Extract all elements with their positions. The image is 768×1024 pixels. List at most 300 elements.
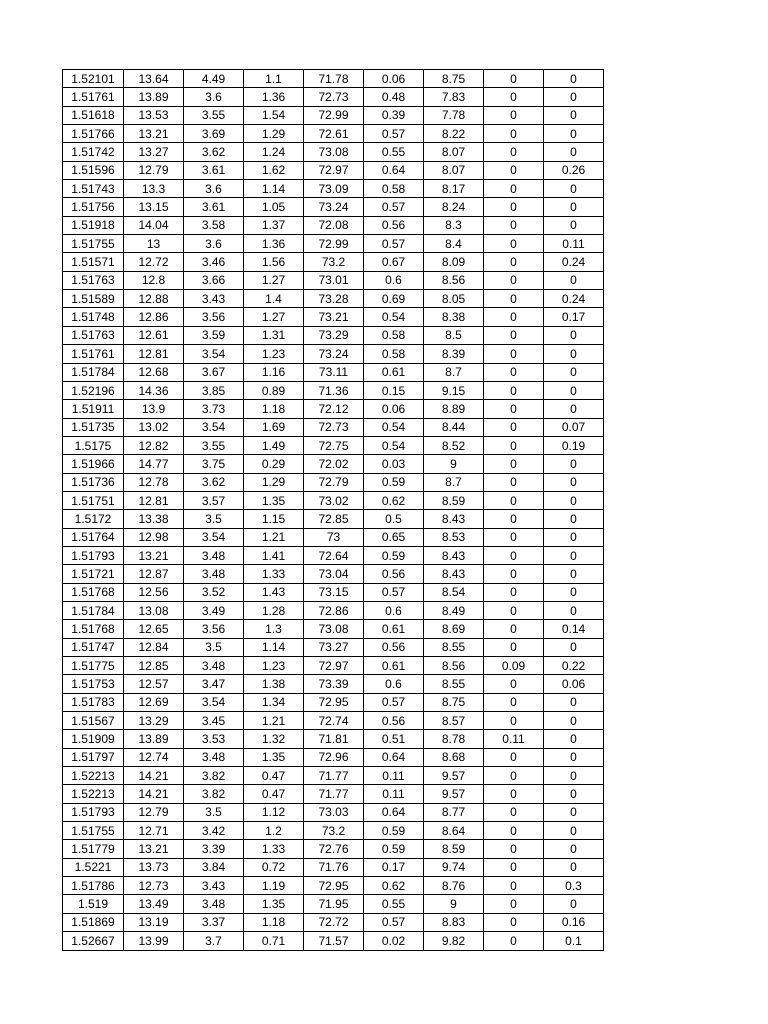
- table-cell: 3.75: [184, 455, 244, 473]
- table-cell: 0.11: [364, 767, 424, 785]
- table-cell: 3.54: [184, 528, 244, 546]
- table-cell: 73: [304, 528, 364, 546]
- table-cell: 0.54: [364, 308, 424, 326]
- table-cell: 0.72: [244, 858, 304, 876]
- table-cell: 73.03: [304, 803, 364, 821]
- table-cell: 1.51783: [63, 693, 124, 711]
- table-cell: 1.35: [244, 895, 304, 913]
- table-cell: 3.43: [184, 290, 244, 308]
- table-cell: 1.62: [244, 161, 304, 179]
- table-cell: 8.57: [424, 712, 484, 730]
- table-cell: 0.61: [364, 620, 424, 638]
- table-cell: 1.51735: [63, 418, 124, 436]
- table-cell: 0.56: [364, 712, 424, 730]
- table-cell: 8.7: [424, 363, 484, 381]
- table-cell: 1.51755: [63, 235, 124, 253]
- table-cell: 1.05: [244, 198, 304, 216]
- table-cell: 1.51797: [63, 748, 124, 766]
- table-cell: 0.56: [364, 638, 424, 656]
- table-row: [63, 858, 604, 876]
- table-cell: 7.78: [424, 106, 484, 124]
- table-cell: 8.76: [424, 877, 484, 895]
- table-row: [63, 125, 604, 143]
- table-cell: 3.61: [184, 198, 244, 216]
- table-cell: 1.51571: [63, 253, 124, 271]
- table-cell: 3.47: [184, 675, 244, 693]
- table-cell: 0.71: [244, 932, 304, 950]
- table-cell: 12.68: [124, 363, 184, 381]
- table-cell: 1.51779: [63, 840, 124, 858]
- table-cell: 0: [484, 180, 544, 198]
- table-cell: 3.48: [184, 895, 244, 913]
- table-cell: 3.6: [184, 180, 244, 198]
- table-cell: 0: [484, 345, 544, 363]
- table-cell: 0: [544, 803, 604, 821]
- table-cell: 3.67: [184, 363, 244, 381]
- table-cell: 73.15: [304, 583, 364, 601]
- table-cell: 0: [544, 565, 604, 583]
- table-cell: 8.07: [424, 143, 484, 161]
- table-cell: 71.57: [304, 932, 364, 950]
- table-cell: 3.56: [184, 308, 244, 326]
- table-cell: 1.51909: [63, 730, 124, 748]
- table-cell: 13.21: [124, 125, 184, 143]
- table-cell: 3.84: [184, 858, 244, 876]
- table-cell: 12.78: [124, 473, 184, 491]
- table-row: [63, 932, 604, 950]
- table-cell: 72.79: [304, 473, 364, 491]
- table-cell: 1.51763: [63, 326, 124, 344]
- table-cell: 1.52196: [63, 381, 124, 399]
- table-cell: 0: [484, 290, 544, 308]
- table-cell: 1.51793: [63, 546, 124, 564]
- table-row: [63, 712, 604, 730]
- table-row: [63, 583, 604, 601]
- table-cell: 1.16: [244, 363, 304, 381]
- table-cell: 0.58: [364, 326, 424, 344]
- table-cell: 3.45: [184, 712, 244, 730]
- table-cell: 3.7: [184, 932, 244, 950]
- table-cell: 1.51596: [63, 161, 124, 179]
- table-cell: 0.6: [364, 601, 424, 619]
- table-cell: 0: [484, 400, 544, 418]
- table-cell: 0.61: [364, 657, 424, 675]
- table-cell: 3.57: [184, 491, 244, 509]
- table-cell: 1.519: [63, 895, 124, 913]
- table-cell: 1.52667: [63, 932, 124, 950]
- table-row: [63, 235, 604, 253]
- table-cell: 1.15: [244, 510, 304, 528]
- table-cell: 0.02: [364, 932, 424, 950]
- table-cell: 13.64: [124, 70, 184, 88]
- table-cell: 3.37: [184, 913, 244, 931]
- table-cell: 1.51768: [63, 583, 124, 601]
- table-row: [63, 70, 604, 88]
- table-cell: 8.75: [424, 70, 484, 88]
- table-cell: 0.1: [544, 932, 604, 950]
- table-cell: 0: [544, 70, 604, 88]
- table-cell: 3.43: [184, 877, 244, 895]
- table-cell: 0: [484, 161, 544, 179]
- table-cell: 0: [484, 326, 544, 344]
- table-cell: 0: [484, 693, 544, 711]
- table-row: [63, 510, 604, 528]
- table-cell: 8.22: [424, 125, 484, 143]
- table-cell: 13.21: [124, 840, 184, 858]
- table-cell: 8.24: [424, 198, 484, 216]
- table-row: [63, 620, 604, 638]
- table-row: [63, 913, 604, 931]
- table-cell: 8.54: [424, 583, 484, 601]
- table-cell: 0.48: [364, 88, 424, 106]
- table-cell: 0: [484, 913, 544, 931]
- table-cell: 1.51753: [63, 675, 124, 693]
- table-cell: 72.75: [304, 436, 364, 454]
- table-cell: 0.67: [364, 253, 424, 271]
- table-cell: 0: [484, 932, 544, 950]
- table-row: [63, 326, 604, 344]
- table-cell: 0.58: [364, 345, 424, 363]
- table-cell: 0.57: [364, 125, 424, 143]
- table-cell: 0.24: [544, 253, 604, 271]
- table-cell: 1.36: [244, 88, 304, 106]
- table-cell: 8.75: [424, 693, 484, 711]
- table-cell: 8.77: [424, 803, 484, 821]
- table-cell: 73.08: [304, 620, 364, 638]
- table-cell: 0: [544, 730, 604, 748]
- table-row: [63, 400, 604, 418]
- table-row: [63, 748, 604, 766]
- table-cell: 0: [544, 858, 604, 876]
- table-row: [63, 253, 604, 271]
- table-cell: 3.48: [184, 546, 244, 564]
- table-cell: 0: [544, 510, 604, 528]
- table-cell: 1.51751: [63, 491, 124, 509]
- table-cell: 1.5175: [63, 436, 124, 454]
- table-cell: 1.51775: [63, 657, 124, 675]
- table-cell: 0.47: [244, 785, 304, 803]
- table-cell: 1.51748: [63, 308, 124, 326]
- table-cell: 8.43: [424, 510, 484, 528]
- table-cell: 0.5: [364, 510, 424, 528]
- table-cell: 3.48: [184, 657, 244, 675]
- table-cell: 1.27: [244, 271, 304, 289]
- table-cell: 73.24: [304, 345, 364, 363]
- table-cell: 1.36: [244, 235, 304, 253]
- table-cell: 1.54: [244, 106, 304, 124]
- table-row: [63, 180, 604, 198]
- table-cell: 1.51793: [63, 803, 124, 821]
- table-cell: 8.05: [424, 290, 484, 308]
- table-cell: 0.55: [364, 895, 424, 913]
- table-cell: 1.34: [244, 693, 304, 711]
- table-cell: 13.21: [124, 546, 184, 564]
- table-cell: 8.89: [424, 400, 484, 418]
- table-cell: 0.64: [364, 748, 424, 766]
- table-cell: 8.64: [424, 822, 484, 840]
- table-cell: 3.52: [184, 583, 244, 601]
- table-cell: 1.51869: [63, 913, 124, 931]
- table-cell: 73.11: [304, 363, 364, 381]
- table-cell: 8.43: [424, 546, 484, 564]
- table-row: [63, 693, 604, 711]
- table-cell: 12.61: [124, 326, 184, 344]
- table-cell: 12.73: [124, 877, 184, 895]
- table-cell: 1.12: [244, 803, 304, 821]
- table-cell: 0: [484, 675, 544, 693]
- table-cell: 0.64: [364, 161, 424, 179]
- table-row: [63, 106, 604, 124]
- table-cell: 0: [544, 712, 604, 730]
- table-cell: 0.47: [244, 767, 304, 785]
- table-cell: 1.51768: [63, 620, 124, 638]
- table-row: [63, 308, 604, 326]
- table-cell: 1.21: [244, 528, 304, 546]
- table-cell: 9.82: [424, 932, 484, 950]
- table-cell: 0.57: [364, 235, 424, 253]
- table-cell: 0.14: [544, 620, 604, 638]
- table-cell: 8.59: [424, 491, 484, 509]
- table-cell: 3.54: [184, 418, 244, 436]
- table-cell: 0.03: [364, 455, 424, 473]
- table-cell: 72.74: [304, 712, 364, 730]
- table-cell: 73.2: [304, 822, 364, 840]
- table-cell: 0: [544, 143, 604, 161]
- table-cell: 1.2: [244, 822, 304, 840]
- table-cell: 13.89: [124, 730, 184, 748]
- table-cell: 72.97: [304, 161, 364, 179]
- table-cell: 0.6: [364, 271, 424, 289]
- table-cell: 71.78: [304, 70, 364, 88]
- table-cell: 1.37: [244, 216, 304, 234]
- table-cell: 0.62: [364, 491, 424, 509]
- table-cell: 3.58: [184, 216, 244, 234]
- table-cell: 72.85: [304, 510, 364, 528]
- table-row: [63, 657, 604, 675]
- table-cell: 0.57: [364, 198, 424, 216]
- table-row: [63, 546, 604, 564]
- table-cell: 0.39: [364, 106, 424, 124]
- table-cell: 12.71: [124, 822, 184, 840]
- table-cell: 0.56: [364, 565, 424, 583]
- table-cell: 0: [544, 106, 604, 124]
- table-cell: 0: [484, 601, 544, 619]
- table-cell: 0: [544, 583, 604, 601]
- table-cell: 0.64: [364, 803, 424, 821]
- table-cell: 0: [484, 767, 544, 785]
- table-row: [63, 161, 604, 179]
- table-cell: 1.32: [244, 730, 304, 748]
- table-cell: 13.3: [124, 180, 184, 198]
- table-cell: 1.43: [244, 583, 304, 601]
- table-cell: 13.73: [124, 858, 184, 876]
- table-cell: 12.86: [124, 308, 184, 326]
- table-cell: 0: [484, 822, 544, 840]
- table-cell: 72.97: [304, 657, 364, 675]
- table-cell: 72.73: [304, 88, 364, 106]
- table-cell: 8.44: [424, 418, 484, 436]
- table-cell: 0.07: [544, 418, 604, 436]
- table-cell: 1.31: [244, 326, 304, 344]
- table-cell: 13.19: [124, 913, 184, 931]
- table-cell: 72.99: [304, 235, 364, 253]
- table-cell: 0: [544, 840, 604, 858]
- table-cell: 1.51784: [63, 363, 124, 381]
- table-cell: 0: [544, 491, 604, 509]
- table-cell: 8.53: [424, 528, 484, 546]
- table-cell: 12.79: [124, 161, 184, 179]
- table-cell: 1.41: [244, 546, 304, 564]
- table-cell: 8.59: [424, 840, 484, 858]
- table-cell: 0.55: [364, 143, 424, 161]
- table-cell: 12.81: [124, 491, 184, 509]
- table-cell: 0: [484, 363, 544, 381]
- table-cell: 72.95: [304, 693, 364, 711]
- table-cell: 0: [544, 216, 604, 234]
- table-cell: 1.52213: [63, 767, 124, 785]
- table-cell: 8.68: [424, 748, 484, 766]
- table-cell: 12.82: [124, 436, 184, 454]
- table-row: [63, 785, 604, 803]
- table-cell: 1.51742: [63, 143, 124, 161]
- table-cell: 0.59: [364, 822, 424, 840]
- table-cell: 1.51756: [63, 198, 124, 216]
- table-cell: 0.59: [364, 840, 424, 858]
- table-cell: 12.69: [124, 693, 184, 711]
- table-cell: 0.89: [244, 381, 304, 399]
- table-cell: 4.49: [184, 70, 244, 88]
- table-cell: 73.27: [304, 638, 364, 656]
- table-cell: 8.56: [424, 657, 484, 675]
- table-row: [63, 455, 604, 473]
- table-cell: 1.19: [244, 877, 304, 895]
- table-cell: 0.57: [364, 583, 424, 601]
- table-cell: 0.11: [544, 235, 604, 253]
- table-row: [63, 345, 604, 363]
- table-cell: 0: [484, 877, 544, 895]
- table-row: [63, 565, 604, 583]
- table-cell: 1.51743: [63, 180, 124, 198]
- table-cell: 0: [484, 840, 544, 858]
- table-row: [63, 601, 604, 619]
- table-cell: 72.86: [304, 601, 364, 619]
- table-cell: 1.51567: [63, 712, 124, 730]
- table-cell: 0: [484, 143, 544, 161]
- table-cell: 8.4: [424, 235, 484, 253]
- table-cell: 1.33: [244, 565, 304, 583]
- table-cell: 13.99: [124, 932, 184, 950]
- table-cell: 0.59: [364, 546, 424, 564]
- table-cell: 0.59: [364, 473, 424, 491]
- table-cell: 1.52101: [63, 70, 124, 88]
- table-cell: 1.56: [244, 253, 304, 271]
- table-cell: 0: [484, 88, 544, 106]
- table-cell: 1.51761: [63, 88, 124, 106]
- table-row: [63, 216, 604, 234]
- table-cell: 0: [544, 785, 604, 803]
- table-cell: 8.17: [424, 180, 484, 198]
- table-cell: 3.69: [184, 125, 244, 143]
- table-cell: 0: [484, 308, 544, 326]
- table-cell: 8.7: [424, 473, 484, 491]
- table-cell: 8.43: [424, 565, 484, 583]
- table-cell: 0: [544, 381, 604, 399]
- table-cell: 0.16: [544, 913, 604, 931]
- table-cell: 0: [544, 767, 604, 785]
- table-cell: 1.14: [244, 180, 304, 198]
- table-cell: 72.08: [304, 216, 364, 234]
- table-cell: 73.04: [304, 565, 364, 583]
- table-cell: 9.74: [424, 858, 484, 876]
- table-cell: 8.83: [424, 913, 484, 931]
- table-cell: 7.83: [424, 88, 484, 106]
- table-cell: 0.17: [364, 858, 424, 876]
- table-cell: 1.51966: [63, 455, 124, 473]
- table-cell: 1.5221: [63, 858, 124, 876]
- table-cell: 0.19: [544, 436, 604, 454]
- table-cell: 1.52213: [63, 785, 124, 803]
- table-cell: 1.51764: [63, 528, 124, 546]
- table-cell: 72.96: [304, 748, 364, 766]
- table-cell: 0: [484, 895, 544, 913]
- table-cell: 72.64: [304, 546, 364, 564]
- table-row: [63, 840, 604, 858]
- spreadsheet-page: [62, 69, 604, 951]
- table-cell: 14.04: [124, 216, 184, 234]
- table-cell: 0: [544, 822, 604, 840]
- table-cell: 13.89: [124, 88, 184, 106]
- table-cell: 0.11: [364, 785, 424, 803]
- table-cell: 0: [544, 400, 604, 418]
- table-cell: 0: [484, 620, 544, 638]
- table-cell: 0: [484, 528, 544, 546]
- table-cell: 3.55: [184, 436, 244, 454]
- table-cell: 8.39: [424, 345, 484, 363]
- table-cell: 13.02: [124, 418, 184, 436]
- table-cell: 1.29: [244, 125, 304, 143]
- table-row: [63, 675, 604, 693]
- table-cell: 1.69: [244, 418, 304, 436]
- table-cell: 1.51911: [63, 400, 124, 418]
- table-cell: 1.51784: [63, 601, 124, 619]
- table-cell: 0: [544, 125, 604, 143]
- table-cell: 13.08: [124, 601, 184, 619]
- table-cell: 72.99: [304, 106, 364, 124]
- table-cell: 72.72: [304, 913, 364, 931]
- table-cell: 0.3: [544, 877, 604, 895]
- table-cell: 1.29: [244, 473, 304, 491]
- table-cell: 0: [544, 198, 604, 216]
- table-cell: 1.51721: [63, 565, 124, 583]
- table-row: [63, 767, 604, 785]
- table-cell: 1.23: [244, 345, 304, 363]
- table-cell: 73.29: [304, 326, 364, 344]
- table-cell: 1.51736: [63, 473, 124, 491]
- table-cell: 3.5: [184, 510, 244, 528]
- table-cell: 71.77: [304, 767, 364, 785]
- table-cell: 13.9: [124, 400, 184, 418]
- table-cell: 0.65: [364, 528, 424, 546]
- table-cell: 0: [544, 528, 604, 546]
- table-row: [63, 491, 604, 509]
- table-cell: 0.57: [364, 913, 424, 931]
- table-cell: 3.54: [184, 693, 244, 711]
- table-cell: 73.01: [304, 271, 364, 289]
- table-cell: 3.49: [184, 601, 244, 619]
- table-cell: 3.59: [184, 326, 244, 344]
- table-cell: 0.51: [364, 730, 424, 748]
- table-cell: 0: [484, 271, 544, 289]
